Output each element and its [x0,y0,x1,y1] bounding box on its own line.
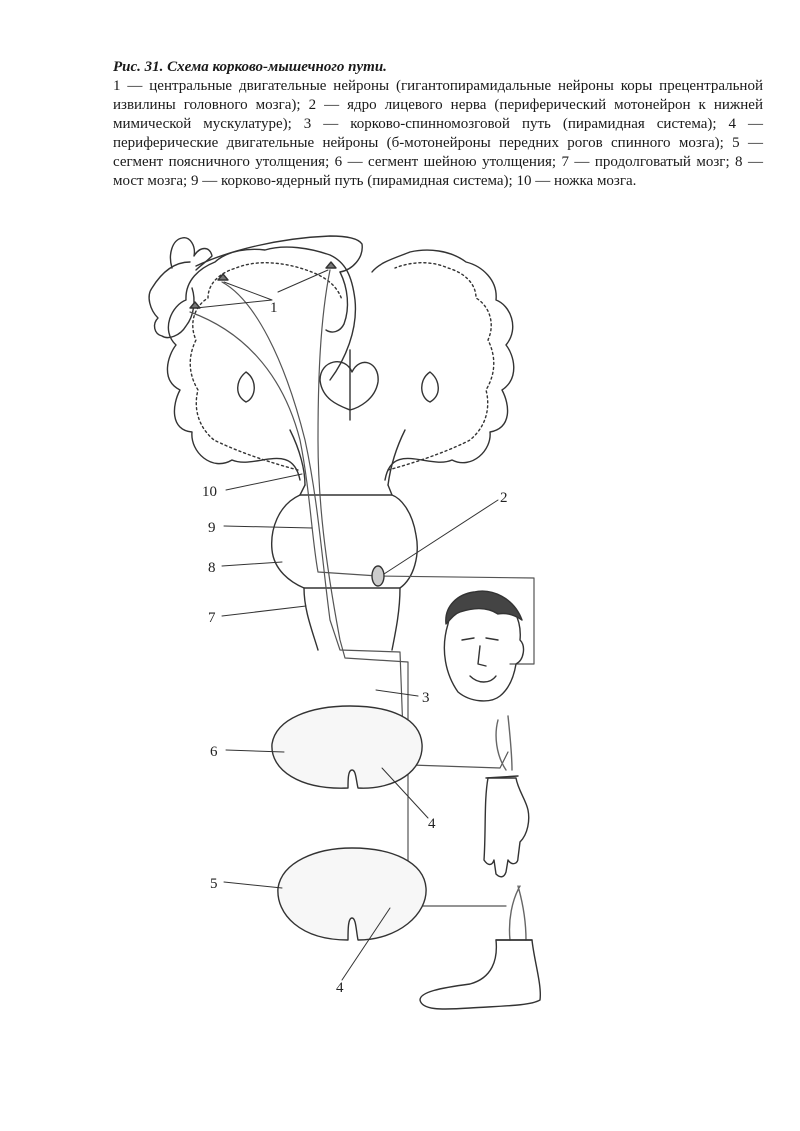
corticospinal-tract-a [222,282,404,760]
right-hemisphere-cortex [388,263,494,470]
homunculus-body [196,236,362,272]
label-4-lumbar: 4 [336,980,344,996]
foot-illustration [420,886,540,1009]
leader-5 [224,882,282,888]
cervical-segment [272,706,422,788]
right-hemisphere-outline [372,250,514,480]
lumbar-segment-outline [278,848,426,940]
label-5: 5 [210,876,218,892]
label-6: 6 [210,744,218,760]
hand-illustration [484,716,529,877]
central-motor-neurons [190,262,394,908]
right-internal-capsule [388,430,405,485]
label-2: 2 [500,490,508,506]
leader-1 [196,270,328,308]
lumbar-segment [278,848,426,940]
label-10: 10 [202,484,217,500]
leader-3 [376,690,418,696]
thalamus [320,362,378,410]
label-8: 8 [208,560,216,576]
caption-title: Рис. 31. Схема корково-мышечного пути. [113,59,387,75]
face-illustration [444,591,523,701]
neuron-leg-area [326,262,336,268]
leader-7 [222,606,306,616]
brain-section [167,247,513,485]
label-9: 9 [208,520,216,536]
facial-nerve-fiber [378,576,534,664]
leg-muscle [509,886,526,940]
label-1: 1 [270,300,278,316]
homunculus-face [149,262,194,338]
leader-9 [224,526,312,528]
face-hair [446,591,522,624]
leader-8 [222,562,282,566]
label-7: 7 [208,610,216,626]
label-4-cervical: 4 [428,816,436,832]
leader-10 [226,474,302,490]
facial-nerve-nucleus [372,566,384,586]
leader-2 [384,500,498,574]
label-3: 3 [422,690,430,706]
neuron-face-area [190,302,200,308]
right-lentiform-nucleus [422,372,439,402]
hand-outline [484,778,529,877]
motor-homunculus [149,236,362,338]
cervical-segment-outline [272,706,422,788]
brainstem [272,485,418,650]
left-lentiform-nucleus [238,372,255,402]
medulla-outline [304,588,400,650]
face-features [462,638,498,682]
arm-muscle [496,716,512,770]
foot-outline [420,940,540,1009]
caption-text: 1 — центральные двигательные нейроны (гигантопирамидальные нейроны коры прецентральной извилины головного мозга); 2 — ядро лицевого нерва (периферический мотонейрон к нижней мимической мускулатуре); 3 — корково-спинномозговой путь (пирамидная система); 4 — периферические двигательные нейроны (б-мотонейроны передних рогов спинного мозга); 5 — сегмент поясничного утолщения; 6 — сегмент шейною утолщения; 7 — продолговатый мозг; 8 — мост мозга; 9 — корково-ядерный путь (пирамидная система); 10 — ножка мозга. [113,78,763,189]
